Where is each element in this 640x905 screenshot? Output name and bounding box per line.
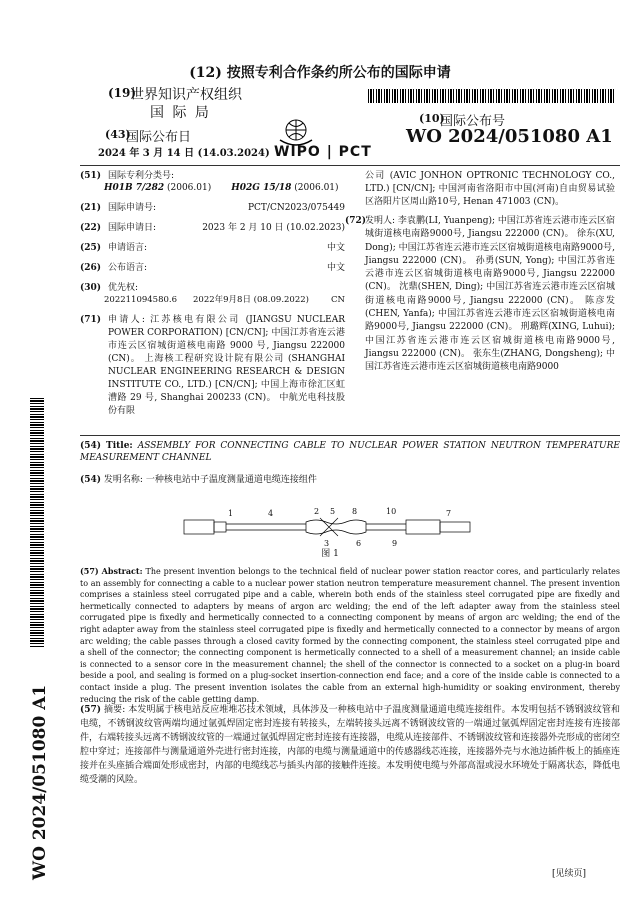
org-code: (19) (108, 86, 137, 100)
figure-label: 9 (392, 539, 398, 548)
continued-note: [见续页] (552, 869, 587, 879)
title-en-block: (54) Title: ASSEMBLY FOR CONNECTING CABLE TO NUCLEAR POWER STATION NEUTRON TEMPERATURE MEASUREMENT CHANNEL (80, 441, 620, 463)
figure-drawing (180, 500, 480, 550)
side-pub-number: WO 2024/051080 A1 (30, 684, 50, 880)
title-cn-block: (54) 发明名称: 一种核电站中子温度测量通道电缆连接组件 (80, 475, 317, 485)
org-sub: 国 际 局 (150, 105, 211, 121)
figure-label: 10 (386, 507, 397, 516)
priority-country: CN (331, 295, 345, 305)
ipc-class-1: H01B 7/282 (104, 183, 165, 193)
title-divider (80, 435, 620, 436)
figure-label: 8 (352, 507, 358, 516)
org-name: 世界知识产权组织 (130, 87, 242, 103)
barcode-top (368, 89, 614, 103)
applicants-continued: 公司 (AVIC JONHON OPTRONIC TECHNOLOGY CO., LTD.) [CN/CN]; 中国河南省洛阳市中国(河南)自由贸易试验区洛阳片区周山路10号, Henan 471003 (CN)。 (365, 171, 615, 207)
app-date-value: 2023 年 2 月 10 日 (10.02.2023) (202, 223, 345, 233)
pub-lang-value: 中文 (326, 263, 345, 273)
figure-label: 2 (314, 507, 320, 516)
app-no-value: PCT/CN2023/075449 (247, 203, 345, 213)
ipc-class-2: H02G 15/18 (231, 183, 292, 193)
figure-label: 7 (446, 509, 452, 518)
pub-no-code: (10) (419, 112, 445, 125)
pub-lang-label: 公布语言: (108, 263, 148, 273)
figure-label: 1 (228, 509, 234, 518)
left-column: (51) 国际专利分类号: H01B 7/282 (2006.01) H02G 15/18 (2006.01) (21) 国际申请号: PCT/CN2023/075449 (22) 国际申请日: 2023 年 2 月 10 日 (10.02.2023) (25) 申请语言: 中文 (26) 公布语言: 中文 (30) 优先权: 202211094580.6 2022年9月8日 (08.09.2022) CN (71) 申请人: 江苏核电有限公司 (JIANGSU NUCLEAR POWER CORPORATION) [CN/CN]; 中国江苏省连云港市连云区宿城街道核电南路 9000 号, Jiangsu 222000 (CN)。 上海核工程研究设计院有限公司 (SHANGHAI NUCLEAR ENGINEERING RESEARCH & DESIGN INSTITUTE CO., LTD.) [CN/CN]; 中国上海市徐汇区虹漕路 29 号, Shanghai 200233 (CN)。 中航光电科技股份有限 (80, 171, 345, 416)
pub-no-value: WO 2024/051080 A1 (406, 126, 613, 147)
pub-no-label: 国际公布号 (440, 114, 506, 129)
inventors-text: 发明人: 李袁鹏(LI, Yuanpeng); 中国江苏省连云港市连云区宿城街道核电南路9000号, Jiangsu 222000 (CN)。 徐东(XU, Dong); 中国江苏省连云港市连云区宿城街道核电南路9000号, Jiangsu 222000 (CN)。 孙勇(SUN, Yong); 中国江苏省连云港市连云区宿城街道核电南路9000号, Jiangsu 222000 (CN)。 沈鼎(SHEN, Ding); 中国江苏省连云港市连云区宿城街道核电南路9000号, Jiangsu 222000 (CN)。 陈彦发(CHEN, Yanfa); 中国江苏省连云港市连云区宿城街道核电南路9000号, Jiangsu 222000 (CN)。 刑璐辉(XING, Luhui); 中国江苏省连云港市连云区宿城街道核电南路9000号, Jiangsu 222000 (CN)。 张东生(ZHANG, Dongsheng); 中国江苏省连云港市连云区宿城街道核电南路9000 (365, 216, 615, 373)
title-cn: 一种核电站中子温度测量通道电缆连接组件 (145, 475, 317, 485)
abstract-cn-block: (57) 摘要: 本发明属于核电站反应堆堆芯技术领域，具体涉及一种核电站中子温度测量通道电缆连接组件。本发明包括不锈钢波纹管和电缆，不锈钢波纹管两端均通过氩弧焊固定密封连接有转接头，左端转接头远离不锈钢波纹管的一端通过氩弧焊固定密封连接有连接部件，右端转接头远离不锈钢波纹管的一端通过氩弧焊固定密封连接有连接器，电缆从连接部件、不锈钢波纹管和连接器外壳形成的密闭空腔中穿过；连接部件与测量通道外壳进行密封连接，内部的电缆与测量通道中的传感器线芯连接，连接器外壳与水池边插件板上的插座连接并在头座插合端面处形成密封，内部的电缆线芯与插头内部的接触件连接。本发明使电缆与外部高湿或浸水环境处于隔离状态，降低电缆受潮的风险。 (80, 705, 621, 785)
pub-date-value: 2024 年 3 月 14 日 (14.03.2024) (98, 148, 270, 159)
priority-number: 202211094580.6 (104, 295, 178, 305)
priority-date: 2022年9月8日 (08.09.2022) (193, 295, 309, 305)
header-divider (80, 165, 620, 166)
pub-date-label: 国际公布日 (126, 130, 192, 145)
pub-date-code: (43) (105, 128, 131, 141)
figure-caption: 图 1 (321, 549, 339, 559)
title-en: ASSEMBLY FOR CONNECTING CABLE TO NUCLEAR POWER STATION NEUTRON TEMPERATURE MEASUREMENT CHANNEL (80, 441, 620, 463)
filing-lang-label: 申请语言: (108, 243, 148, 253)
figure-label: 3 (324, 539, 330, 548)
right-column: 公司 (AVIC JONHON OPTRONIC TECHNOLOGY CO., LTD.) [CN/CN]; 中国河南省洛阳市中国(河南)自由贸易试验区洛阳片区周山路10号, Henan 471003 (CN)。 (72) 发明人: 李袁鹏(LI, Yuanpeng); 中国江苏省连云港市连云区宿城街道核电南路9000号, Jiangsu 222000 (CN)。 徐东(XU, Dong); 中国江苏省连云港市连云区宿城街道核电南路9000号, Jiangsu 222000 (CN)。 孙勇(SUN, Yong); 中国江苏省连云港市连云区宿城街道核电南路9000号, Jiangsu 222000 (CN)。 沈鼎(SHEN, Ding); 中国江苏省连云港市连云区宿城街道核电南路9000号, Jiangsu 222000 (CN)。 陈彦发(CHEN, Yanfa); 中国江苏省连云港市连云区宿城街道核电南路9000号, Jiangsu 222000 (CN)。 刑璐辉(XING, Luhui); 中国江苏省连云港市连云区宿城街道核电南路9000号, Jiangsu 222000 (CN)。 张东生(ZHANG, Dongsheng); 中国江苏省连云港市连云区宿城街道核电南路9000 (345, 170, 615, 375)
app-no-label: 国际申请号: (108, 203, 157, 213)
barcode-side (30, 398, 44, 648)
filing-lang-value: 中文 (326, 243, 345, 253)
figure-label: 5 (330, 507, 336, 516)
ipc-label: 国际专利分类号: (108, 171, 175, 181)
logo-text: WIPO | PCT (274, 144, 372, 160)
applicants-text: 申请人: 江苏核电有限公司 (JIANGSU NUCLEAR POWER CORPORATION) [CN/CN]; 中国江苏省连云港市连云区宿城街道核电南路 9000 号, Jiangsu 222000 (CN)。 上海核工程研究设计院有限公司 (SHANGHAI NUCLEAR ENGINEERING RESEARCH & DESIGN INSTITUTE CO., LTD.) [CN/CN]; 中国上海市徐汇区虹漕路 29 号, Shanghai 200233 (CN)。 中航光电科技股份有限 (108, 315, 345, 416)
figure-label: 4 (268, 509, 274, 518)
abstract-en-block: (57) Abstract: The present invention belongs to the technical field of nuclear power station reactor cores, and particularly relates to an assembly for connecting a cable to a nuclear power station neutron temperature measurement channel. The present invention comprises a stainless steel corrugated pipe and a cable, wherein both ends of the stainless steel corrugated pipe are fixedly and hermetically connected to adapters by means of argon arc welding; the end of the left adapter away from the stainless steel corrugated pipe is fixedly and hermetically connected to a connecting component by means of argon arc welding; the end of the right adapter away from the stainless steel corrugated pipe is fixedly and hermetically connected to a connector by means of argon arc welding; the cable passes through a closed cavity formed by the connecting component, the stainless steel corrugated pipe and a shell of the connector; the connecting component is hermetically connected to a shell of a measurement channel; an inside cable is connected to a sensor core in the measurement channel; the shell of the connector is connected to a socket on a plug-in board beside a pool, and sealing is formed on a plug-socket insertion-connection end face; and a core of the inside cable is connected to a contact inside a plug. The present invention isolates the cable from an external high-humidity or soaking environment, thereby reducing the risk of the cable getting damp. (80, 566, 621, 704)
app-date-label: 国际申请日: (108, 223, 157, 233)
priority-label: 优先权: (108, 283, 139, 293)
figure-label: 6 (356, 539, 362, 548)
wipo-logo (274, 116, 372, 162)
abstract-en: The present invention belongs to the technical field of nuclear power station reactor cores, and particularly relates to an assembly for connecting a cable to a nuclear power station neutron temperature measurement channel. The present invention comprises a stainless steel corrugated pipe and a cable, wherein both ends of the stainless steel corrugated pipe are fixedly and hermetically connected to adapters by means of argon arc welding; the end of the left adapter away from the stainless steel corrugated pipe is fixedly and hermetically connected to a connecting component by means of argon arc welding; the end of the right adapter away from the stainless steel corrugated pipe is fixedly and hermetically connected to a connector by means of argon arc welding; the cable passes through a closed cavity formed by the connecting component, the stainless steel corrugated pipe and a shell of the connector; the connecting component is hermetically connected to a shell of a measurement channel; an inside cable is connected to a sensor core in the measurement channel; the shell of the connector is connected to a socket on a plug-in board beside a pool, and sealing is formed on a plug-socket insertion-connection end face; and a core of the inside cable is connected to a contact inside a plug. The present invention isolates the cable from an external high-humidity or soaking environment, thereby reducing the risk of the cable getting damp. (80, 567, 621, 704)
document-type-heading: (12) 按照专利合作条约所公布的国际申请 (189, 65, 451, 81)
abstract-cn: 本发明属于核电站反应堆堆芯技术领域，具体涉及一种核电站中子温度测量通道电缆连接组件。本发明包括不锈钢波纹管和电缆，不锈钢波纹管两端均通过氩弧焊固定密封连接有转接头，左端转接头远离不锈钢波纹管的一端通过氩弧焊固定密封连接有连接部件，右端转接头远离不锈钢波纹管的一端通过氩弧焊固定密封连接有连接器，电缆从连接部件、不锈钢波纹管和连接器外壳形成的密闭空腔中穿过；连接部件与测量通道外壳进行密封连接，内部的电缆与测量通道中的传感器线芯连接，连接器外壳与水池边插件板上的插座连接并在头座插合端面处形成密封，内部的电缆线芯与插头内部的接触件连接。本发明使电缆与外部高湿或浸水环境处于隔离状态，降低电缆受潮的风险。 (80, 705, 621, 785)
